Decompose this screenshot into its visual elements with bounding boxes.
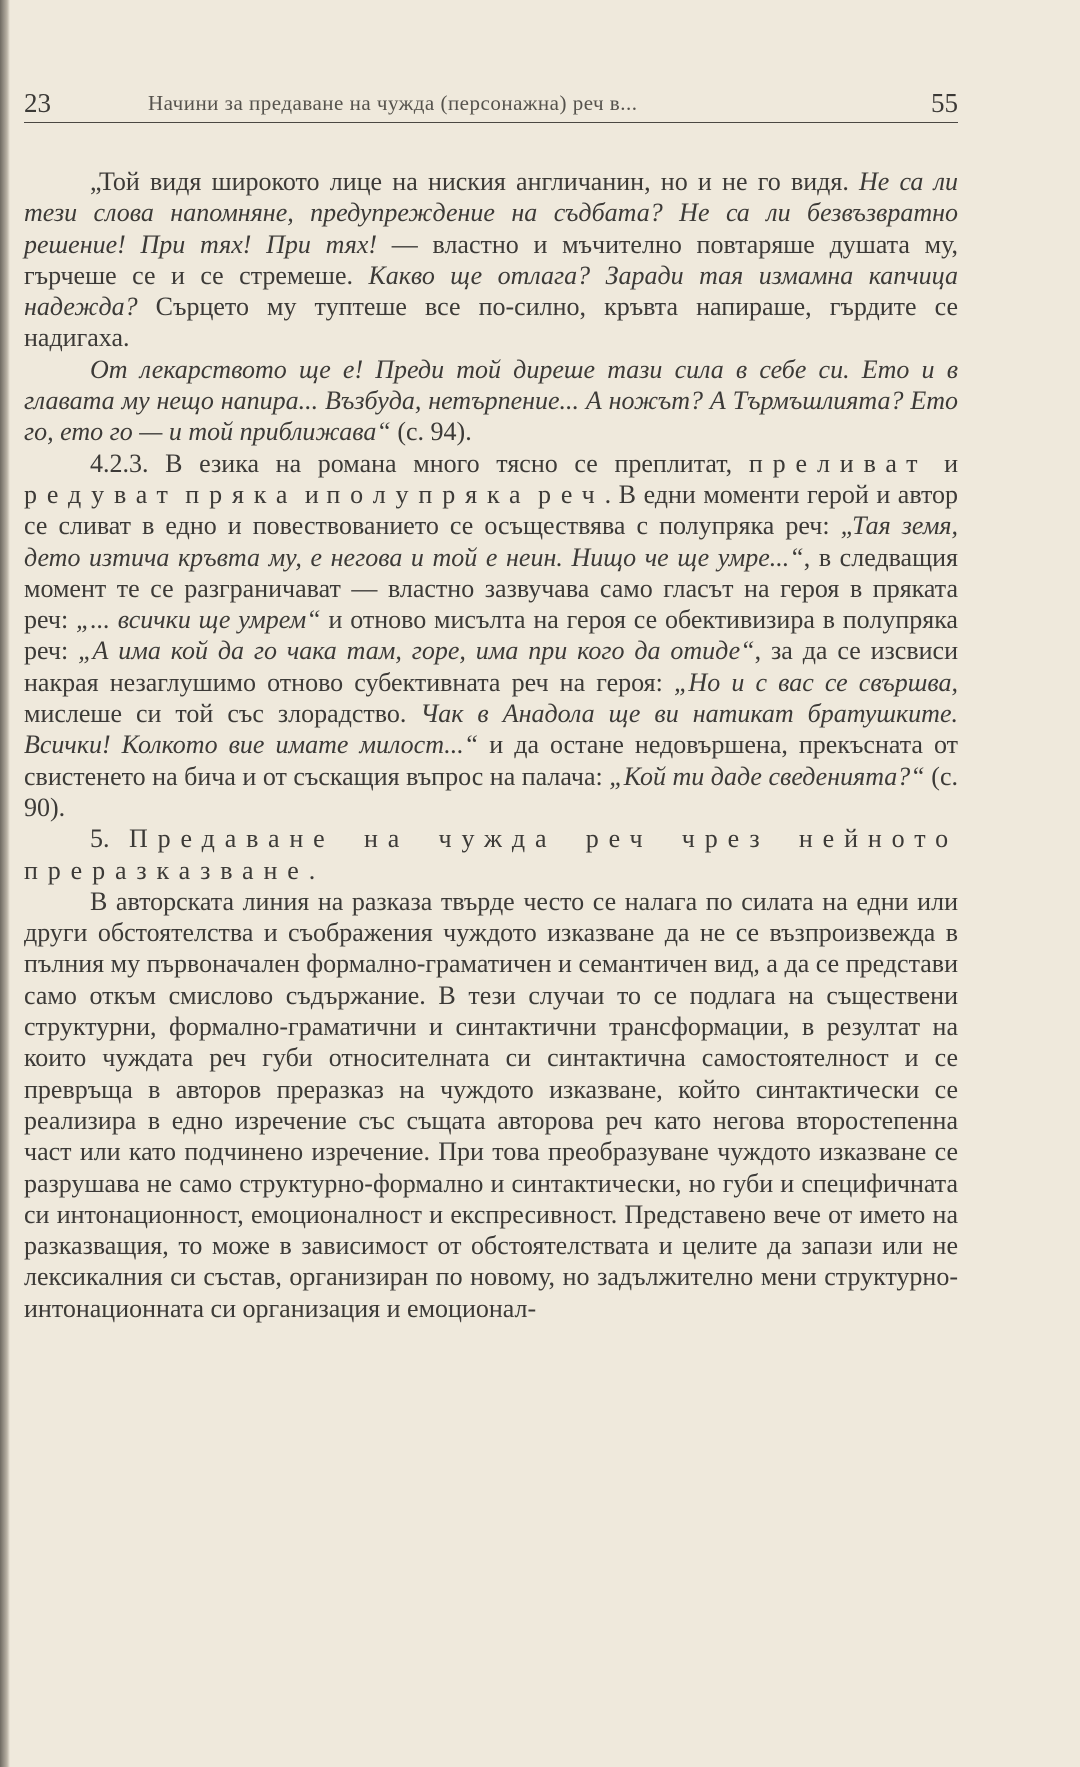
section-5-heading: 5. Предаване на чужда реч чрез нейното преразказване. [24,824,958,885]
paragraph-quote-1: „Той видя широкото лице на ниския англичанин, но и не го видя. Не са ли тези слова напомняне, предупреждение на съдбата? Не са ли безвъзвратно решение! При тях! При тях! — властно и мъчително повтаряше душата му, гърчеше се и се стремеше. Какво ще отлага? Заради тая измамна капчица надежда? Сърцето му туптеше все по-силно, кръвта напираше, гърдите се надигаха. [24,167,959,353]
page-header [24,84,958,123]
page-binding-edge [0,0,10,1767]
paragraph-quote-2: От лекарството ще е! Преди той диреше тази сила в себе си. Ето и в главата му нещо напира... Възбуда, нетърпение... А ножът? А Търмъшлията? Ето го, ето го — и той приближава“ (с. 94). [24,354,958,447]
section-number: 23 [24,88,51,118]
body-text [24,166,958,1324]
running-title: Начини за предаване на чужда (персонажна) реч в... [148,91,638,115]
page-number: 55 [931,88,958,118]
paragraph-section-5: В авторската линия на разказа твърде често се налага по силата на едни или други обстоятелства и съображения чуждото изказване да не се възпроизвежда в пълния му първоначален формално-граматичен и семантичен вид, а да се представи само откъм смислово съдържание. В тези случаи то се подлага на съществени структурни, формално-граматични и синтактични трансформации, в резултат на които чуждата реч губи относителната си синтактична самостоятелност и се превръща в авторов преразказ на чуждото изказване, който синтактически се реализира в едно изречение със същата авторова реч като негова второстепенна част или като подчинено изречение. При това преобразуване чуждото изказване се разрушава не само структурно-формално и синтактически, но губи и специфичната си интонационност, емоционалност и експресивност. Представено вече от името на разказващия, то може в зависимост от обстоятелствата и целите да запази или не лексикалния си състав, организиран по новому, но задължително мени структурно-интонационната си организация и емоционал- [24,886,958,1323]
paragraph-4-2-3: 4.2.3. В езика на романа много тясно се преплитат, преливат и редуват пряка и полупряка реч. В едни моменти герой и автор се сливат в едно и повествованието се осъществява с полупряка реч: „Тая земя, дето изтича кръвта му, е негова и той е неин. Нищо че ще умре...“, в следващия момент те се разграничават — властно зазвучава само гласът на героя в пряката реч: „... всички ще умрем“ и отново мисълта на героя се обективизира в полупряка реч: „А има кой да го чака там, горе, има при кого да отиде“, за да се изсвиси накрая незаглушимо отново субективната реч на героя: „Но и с вас се свършва, мислеше си той със злорадство. Чак в Анадола ще ви натикат братушките. Всички! Колкото вие имате милост...“ и да остане недовършена, прекъсната от свистенето на бича и от съскащия въпрос на палача: „Кой ти даде сведенията?“ (с. 90). [24,448,959,822]
